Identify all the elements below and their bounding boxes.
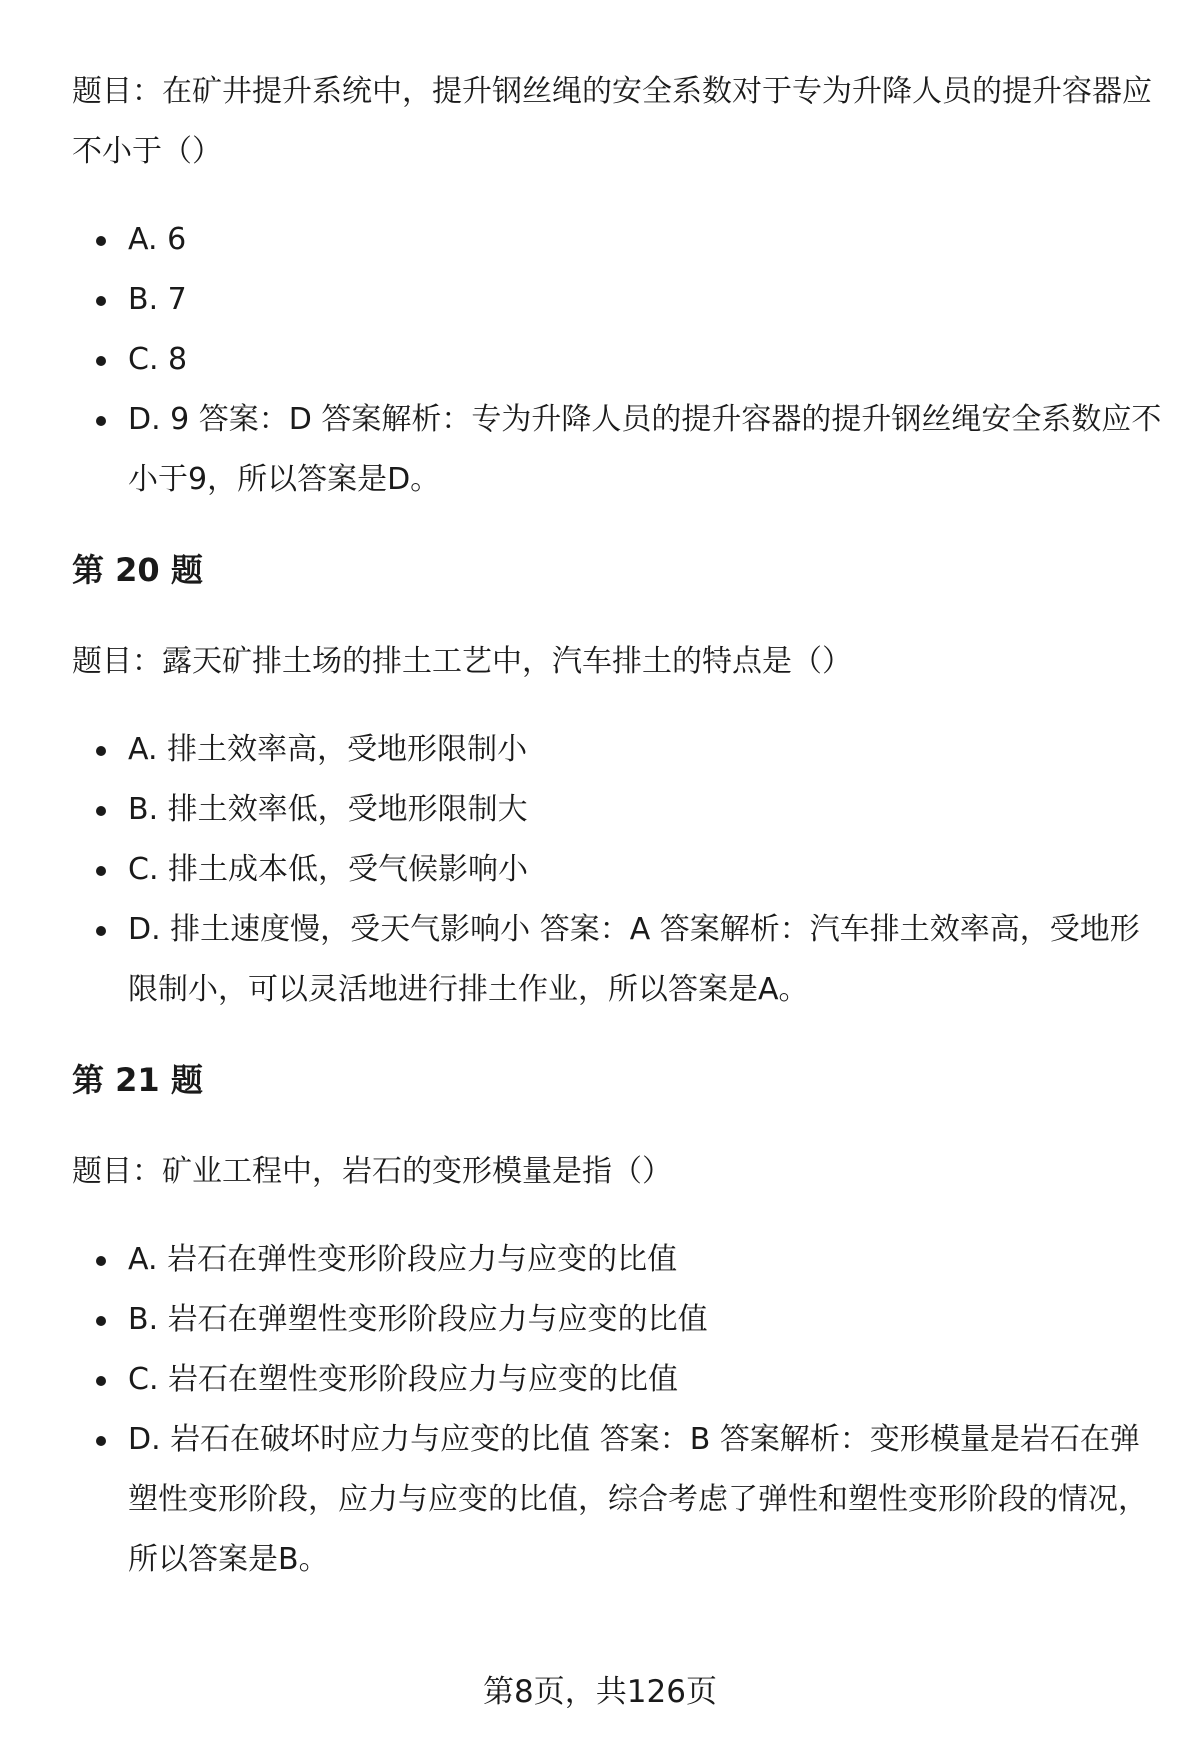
option-text: B. 岩石在弹塑性变形阶段应力与应变的比值 xyxy=(128,1302,708,1337)
bullet-icon xyxy=(96,416,106,426)
option-c xyxy=(72,840,1162,900)
option-a xyxy=(72,720,1162,780)
bullet-icon xyxy=(96,746,106,756)
bullet-icon xyxy=(96,1376,106,1386)
option-a xyxy=(72,210,1162,270)
bullet-icon xyxy=(96,1256,106,1266)
bullet-icon xyxy=(96,236,106,246)
document-page xyxy=(72,62,1162,1590)
question-text: 题目：矿业工程中，岩石的变形模量是指（） xyxy=(72,1154,672,1189)
question-heading: 第 20 题 xyxy=(72,551,203,589)
option-b xyxy=(72,780,1162,840)
option-text: D. 排土速度慢，受天气影响小 答案：A 答案解析：汽车排土效率高，受地形限制小，可以灵活地进行排土作业，所以答案是A。 xyxy=(128,912,1140,1007)
options-list xyxy=(72,210,1162,510)
question-heading: 第 21 题 xyxy=(72,1061,203,1099)
bullet-icon xyxy=(96,296,106,306)
option-text: C. 8 xyxy=(128,342,188,377)
option-text: C. 排土成本低，受气候影响小 xyxy=(128,852,529,887)
option-d-with-answer xyxy=(72,1410,1162,1590)
question-19 xyxy=(72,62,1162,510)
bullet-icon xyxy=(96,1316,106,1326)
question-text: 题目：露天矿排土场的排土工艺中，汽车排土的特点是（） xyxy=(72,644,852,679)
option-b xyxy=(72,270,1162,330)
option-a xyxy=(72,1230,1162,1290)
option-text: A. 6 xyxy=(128,222,187,257)
option-text: D. 岩石在破坏时应力与应变的比值 答案：B 答案解析：变形模量是岩石在弹塑性变形阶段，应力与应变的比值，综合考虑了弹性和塑性变形阶段的情况，所以答案是B。 xyxy=(128,1422,1148,1577)
question-21 xyxy=(72,1060,1162,1590)
option-text: A. 排土效率高，受地形限制小 xyxy=(128,732,528,767)
option-b xyxy=(72,1290,1162,1350)
option-c xyxy=(72,1350,1162,1410)
option-c xyxy=(72,330,1162,390)
option-text: D. 9 答案：D 答案解析：专为升降人员的提升容器的提升钢丝绳安全系数应不小于9，所以答案是D。 xyxy=(128,402,1162,497)
bullet-icon xyxy=(96,806,106,816)
options-list xyxy=(72,1230,1162,1590)
option-d-with-answer xyxy=(72,390,1162,510)
option-text: B. 7 xyxy=(128,282,187,317)
page-number-footer: 第8页，共126页 xyxy=(483,1674,717,1710)
bullet-icon xyxy=(96,1436,106,1446)
options-list xyxy=(72,720,1162,1020)
option-text: B. 排土效率低，受地形限制大 xyxy=(128,792,528,827)
option-text: C. 岩石在塑性变形阶段应力与应变的比值 xyxy=(128,1362,679,1397)
bullet-icon xyxy=(96,356,106,366)
bullet-icon xyxy=(96,866,106,876)
option-text: A. 岩石在弹性变形阶段应力与应变的比值 xyxy=(128,1242,678,1277)
option-d-with-answer xyxy=(72,900,1162,1020)
bullet-icon xyxy=(96,926,106,936)
question-20 xyxy=(72,550,1162,1020)
question-text: 题目：在矿井提升系统中，提升钢丝绳的安全系数对于专为升降人员的提升容器应不小于（） xyxy=(72,74,1152,169)
